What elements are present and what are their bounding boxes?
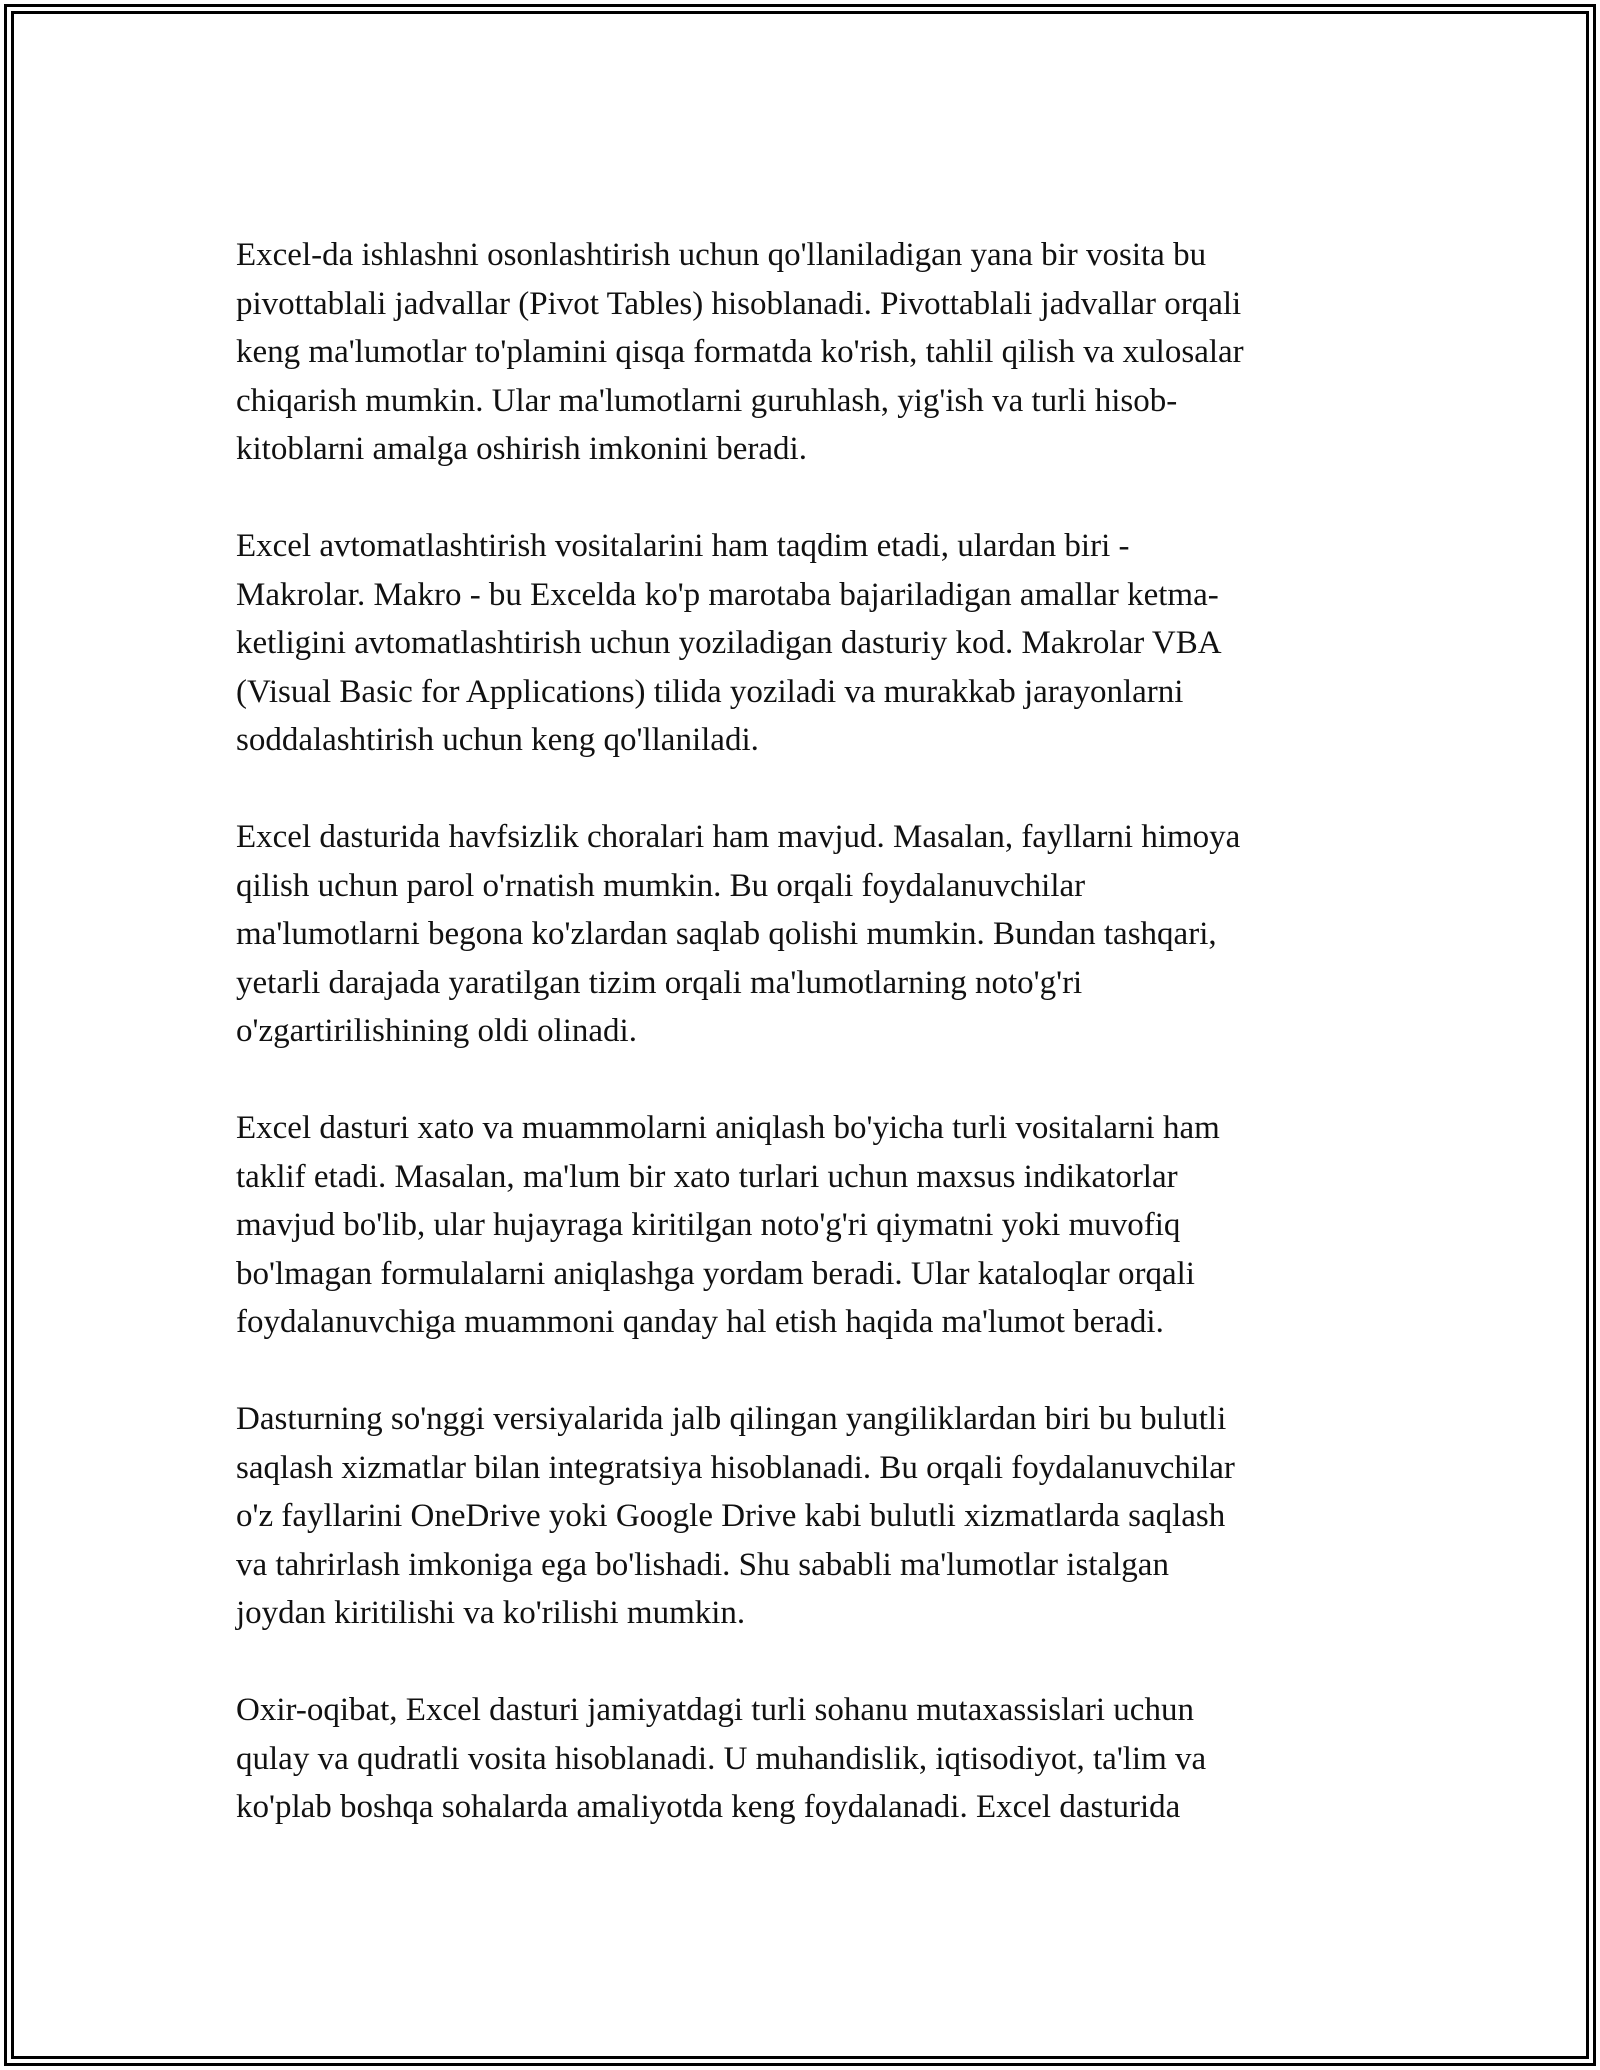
paragraph-conclusion (236, 1686, 1366, 1832)
text-line: ko'plab boshqa sohalarda amaliyotda keng foydalanadi. Excel dasturida (236, 1789, 1181, 1825)
text-line: o'z fayllarini OneDrive yoki Google Drive kabi bulutli xizmatlarda saqlash (236, 1498, 1226, 1534)
text-line: chiqarish mumkin. Ular ma'lumotlarni guruhlash, yig'ish va turli hisob- (236, 382, 1178, 419)
text-line: Excel dasturi xato va muammolarni aniqlash bo'yicha turli vositalarni ham (236, 1110, 1220, 1146)
text-line: pivottablali jadvallar (Pivot Tables) hisoblanadi. Pivottablali jadvallar orqali (236, 285, 1242, 322)
text-line: keng ma'lumotlar to'plamini qisqa formatda ko'rish, tahlil qilish va xulosalar (236, 334, 1244, 370)
paragraph-macros (236, 522, 1366, 765)
text-line: Excel avtomatlashtirish vositalarini ham taqdim etadi, ulardan biri - (236, 528, 1130, 564)
text-line: Dasturning so'nggi versiyalarida jalb qilingan yangiliklardan biri bu bulutli (236, 1401, 1227, 1437)
text-line: o'zgartirilishining oldi olinadi. (236, 1013, 637, 1049)
text-line: Makrolar. Makro - bu Excelda ko'p marotaba bajariladigan amallar ketma- (236, 576, 1219, 613)
text-line: joydan kiritilishi va ko'rilishi mumkin. (236, 1595, 746, 1631)
text-line: bo'lmagan formulalarni aniqlashga yordam beradi. Ular kataloqlar orqali (236, 1255, 1195, 1292)
paragraph-pivot-tables (236, 231, 1366, 474)
text-line: ketligini avtomatlashtirish uchun yoziladigan dasturiy kod. Makrolar VBA (236, 625, 1222, 661)
text-line: qulay va qudratli vosita hisoblanadi. U muhandislik, iqtisodiyot, ta'lim va (236, 1740, 1207, 1777)
text-line: va tahrirlash imkoniga ega bo'lishadi. Shu sababli ma'lumotlar istalgan (236, 1546, 1169, 1583)
text-line: qilish uchun parol o'rnatish mumkin. Bu orqali foydalanuvchilar (236, 867, 1086, 904)
text-line: mavjud bo'lib, ular hujayraga kiritilgan noto'g'ri qiymatni yoki muvofiq (236, 1207, 1181, 1243)
text-line: (Visual Basic for Applications) tilida yoziladi va murakkab jarayonlarni (236, 673, 1184, 710)
text-line: ma'lumotlarni begona ko'zlardan saqlab qolishi mumkin. Bundan tashqari, (236, 916, 1217, 952)
text-line: taklif etadi. Masalan, ma'lum bir xato turlari uchun maxsus indikatorlar (236, 1158, 1178, 1195)
text-line: saqlash xizmatlar bilan integratsiya hisoblanadi. Bu orqali foydalanuvchilar (236, 1449, 1235, 1486)
paragraph-security (236, 813, 1366, 1056)
document-body (236, 231, 1366, 1832)
text-line: Oxir-oqibat, Excel dasturi jamiyatdagi turli sohanu mutaxassislari uchun (236, 1692, 1194, 1728)
text-line: foydalanuvchiga muammoni qanday hal etish haqida ma'lumot beradi. (236, 1304, 1164, 1340)
paragraph-cloud-integration (236, 1395, 1366, 1638)
text-line: soddalashtirish uchun keng qo'llaniladi. (236, 722, 759, 758)
paragraph-error-tools (236, 1104, 1366, 1347)
text-line: Excel-da ishlashni osonlashtirish uchun qo'llaniladigan yana bir vosita bu (236, 237, 1207, 273)
text-line: Excel dasturida havfsizlik choralari ham mavjud. Masalan, fayllarni himoya (236, 819, 1241, 855)
text-line: yetarli darajada yaratilgan tizim orqali ma'lumotlarning noto'g'ri (236, 964, 1083, 1001)
text-line: kitoblarni amalga oshirish imkonini beradi. (236, 431, 807, 467)
